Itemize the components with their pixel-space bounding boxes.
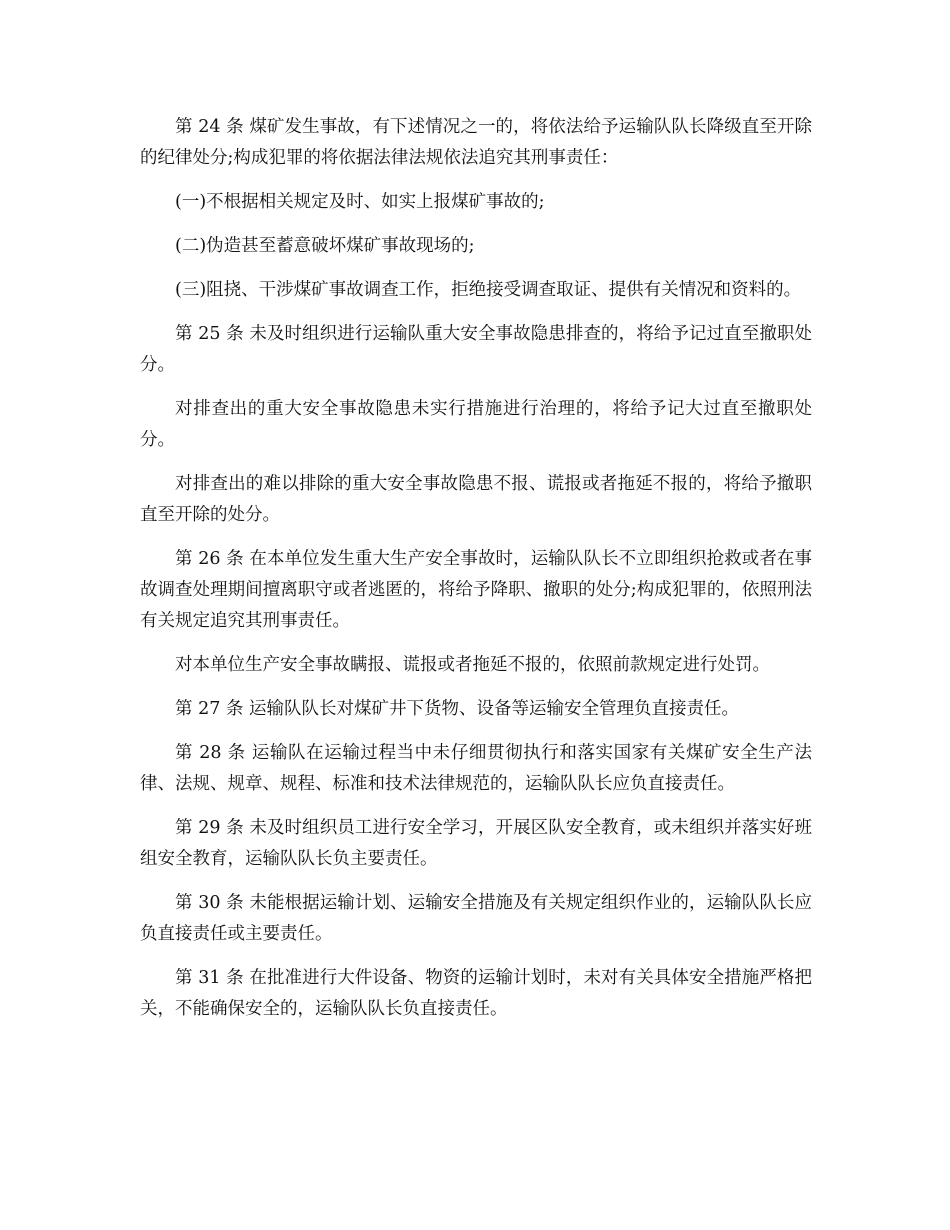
article-31-paragraph: 第 31 条 在批准进行大件设备、物资的运输计划时，未对有关具体安全措施严格把关，不能确保安全的，运输队队长负直接责任。	[140, 968, 812, 1019]
article-24-item-2: (二)伪造甚至蓄意破坏煤矿事故现场的;	[175, 236, 475, 256]
article-30-paragraph: 第 30 条 未能根据运输计划、运输安全措施及有关规定组织作业的，运输队队长应负直接责任或主要责任。	[140, 893, 812, 944]
article-25-paragraph: 第 25 条 未及时组织进行运输队重大安全事故隐患排查的，将给予记过直至撤职处分。	[140, 324, 812, 375]
article-29-paragraph: 第 29 条 未及时组织员工进行安全学习，开展区队安全教育，或未组织并落实好班组安全教育，运输队队长负主要责任。	[140, 818, 812, 869]
document-body	[140, 112, 812, 1038]
article-24-item-1: (一)不根据相关规定及时、如实上报煤矿事故的;	[175, 192, 545, 212]
article-26-paragraph: 第 26 条 在本单位发生重大生产安全事故时，运输队队长不立即组织抢救或者在事故调查处理期间擅离职守或者逃匿的，将给予降职、撤职的处分;构成犯罪的，依照刑法有关规定追究其刑事责任。	[140, 549, 812, 631]
article-25-clause-2: 对排查出的重大安全事故隐患未实行措施进行治理的，将给予记大过直至撤职处分。	[140, 399, 812, 450]
article-24-paragraph: 第 24 条 煤矿发生事故，有下述情况之一的，将依法给予运输队队长降级直至开除的纪律处分;构成犯罪的将依据法律法规依法追究其刑事责任：	[140, 117, 812, 168]
article-25-clause-3: 对排查出的难以排除的重大安全事故隐患不报、谎报或者拖延不报的，将给予撤职直至开除的处分。	[140, 474, 812, 525]
article-27-paragraph: 第 27 条 运输队队长对煤矿井下货物、设备等运输安全管理负直接责任。	[175, 699, 739, 719]
article-28-paragraph: 第 28 条 运输队在运输过程当中未仔细贯彻执行和落实国家有关煤矿安全生产法律、法规、规章、规程、标准和技术法律规范的，运输队队长应负直接责任。	[140, 743, 812, 794]
article-24-item-3: (三)阻挠、干涉煤矿事故调查工作，拒绝接受调查取证、提供有关情况和资料的。	[175, 280, 802, 300]
article-26-clause-2: 对本单位生产安全事故瞒报、谎报或者拖延不报的，依照前款规定进行处罚。	[175, 655, 770, 675]
